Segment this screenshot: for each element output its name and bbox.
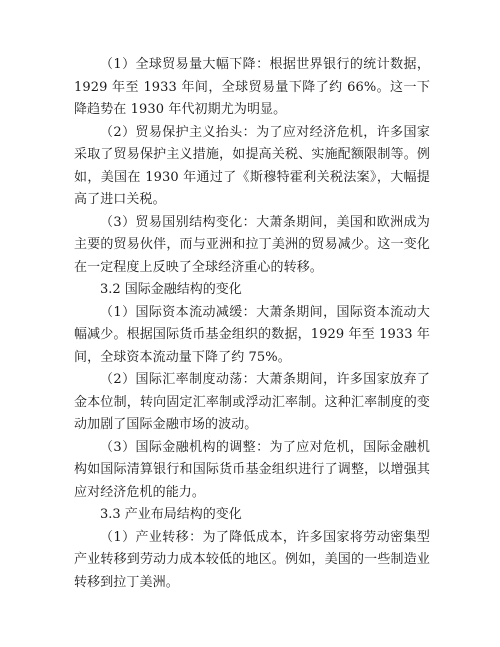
heading-3-2: 3.2 国际金融结构的变化: [100, 282, 242, 297]
para-trade-partners: （3）贸易国别结构变化：大萧条期间，美国和欧洲成为主要的贸易伙伴，而与亚洲和拉丁美洲的贸易减少。这一变化在一定程度上反映了全球经济重心的转移。: [74, 214, 430, 275]
para-trade-protectionism: （2）贸易保护主义抬头：为了应对经济危机，许多国家采取了贸易保护主义措施，如提高关税、实施配额限制等。例如，美国在 1930 年通过了《斯穆特霍利关税法案》，大幅提高了进口关税。: [74, 124, 430, 207]
para-financial-institutions: （3）国际金融机构的调整：为了应对危机，国际金融机构如国际清算银行和国际货币基金组织进行了调整，以增强其应对经济危机的能力。: [74, 439, 430, 500]
heading-3-3: 3.3 产业布局结构的变化: [100, 507, 242, 522]
para-exchange-rate: （2）国际汇率制度动荡：大萧条期间，许多国家放弃了金本位制，转向固定汇率制或浮动汇率制。这种汇率制度的变动加剧了国际金融市场的波动。: [74, 372, 430, 432]
para-trade-volume: （1）全球贸易量大幅下降：根据世界银行的统计数据，1929 年至 1933 年间，全球贸易量下降了约 66%。这一下降趋势在 1930 年代初期尤为明显。: [74, 57, 430, 117]
document-body: [74, 54, 430, 594]
para-capital-flow: （1）国际资本流动减缓：大萧条期间，国际资本流动大幅减少。根据国际货币基金组织的数据，1929 年至 1933 年间，全球资本流动量下降了约 75%。: [74, 304, 430, 365]
para-industry-transfer: （1）产业转移：为了降低成本，许多国家将劳动密集型产业转移到劳动力成本较低的地区。例如，美国的一些制造业转移到拉丁美洲。: [74, 529, 430, 590]
